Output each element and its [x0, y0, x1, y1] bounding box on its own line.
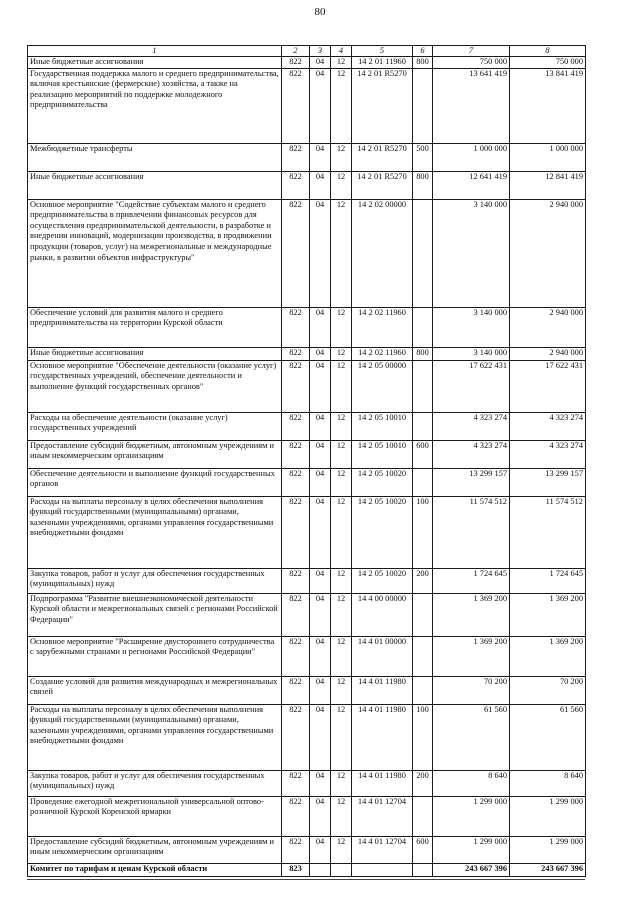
row-value-cell: 12 — [331, 199, 352, 307]
row-value-cell: 14 4 00 00000 — [352, 593, 413, 636]
row-value-cell: 822 — [282, 412, 310, 440]
row-name-cell: Подпрограмма "Развитие внешнеэкономической деятельности Курской области и межрегиональных связей с регионами Российской Федерации" — [28, 593, 282, 636]
row-value-cell: 17 622 431 — [510, 360, 586, 412]
row-value-cell: 1 299 000 — [510, 836, 586, 863]
row-value-cell: 12 — [331, 770, 352, 796]
table-row — [28, 68, 586, 143]
row-value-cell: 04 — [310, 360, 331, 412]
row-value-cell: 4 323 274 — [510, 440, 586, 468]
page-number: 80 — [314, 6, 326, 18]
table-row — [28, 171, 586, 199]
row-value-cell: 04 — [310, 836, 331, 863]
column-header: 4 — [331, 46, 352, 57]
row-value-cell — [413, 676, 433, 704]
table-row — [28, 863, 586, 876]
row-value-cell: 822 — [282, 593, 310, 636]
bottom-rule — [27, 879, 585, 880]
column-header: 1 — [28, 46, 282, 57]
row-value-cell: 61 560 — [433, 704, 510, 770]
row-value-cell: 1 724 645 — [510, 568, 586, 593]
row-value-cell: 14 2 02 11960 — [352, 307, 413, 347]
row-value-cell: 12 — [331, 468, 352, 496]
row-value-cell: 600 — [413, 836, 433, 863]
row-value-cell: 12 — [331, 307, 352, 347]
row-value-cell: 04 — [310, 496, 331, 568]
row-value-cell: 12 — [331, 496, 352, 568]
row-value-cell: 750 000 — [510, 57, 586, 69]
row-value-cell — [352, 863, 413, 876]
row-value-cell — [413, 636, 433, 676]
row-value-cell: 12 — [331, 593, 352, 636]
row-value-cell: 12 — [331, 440, 352, 468]
row-value-cell: 04 — [310, 347, 331, 360]
row-name-cell: Комитет по тарифам и ценам Курской области — [28, 863, 282, 876]
row-value-cell: 822 — [282, 636, 310, 676]
row-value-cell: 04 — [310, 704, 331, 770]
row-value-cell: 822 — [282, 440, 310, 468]
row-value-cell: 1 299 000 — [510, 796, 586, 836]
table-row — [28, 796, 586, 836]
row-value-cell: 04 — [310, 568, 331, 593]
table-row — [28, 593, 586, 636]
row-value-cell: 1 299 000 — [433, 796, 510, 836]
row-value-cell: 12 — [331, 676, 352, 704]
row-value-cell — [413, 468, 433, 496]
column-header: 3 — [310, 46, 331, 57]
row-name-cell: Государственная поддержка малого и среднего предпринимательства, включая крестьянские (фермерские) хозяйства, а также на реализацию мероприятий по поддержке молодежного предпринимательства — [28, 68, 282, 143]
column-header: 7 — [433, 46, 510, 57]
row-value-cell: 14 2 01 R5270 — [352, 143, 413, 171]
row-value-cell: 04 — [310, 468, 331, 496]
row-name-cell: Расходы на выплаты персоналу в целях обеспечения выполнения функций государственными (муниципальными) органами, казенными учреждениями, органами управления государственными внебюджетными фондами — [28, 704, 282, 770]
row-value-cell: 04 — [310, 593, 331, 636]
row-value-cell: 823 — [282, 863, 310, 876]
row-name-cell: Предоставление субсидий бюджетным, автономным учреждениям и иным некоммерческим организациям — [28, 836, 282, 863]
row-value-cell: 12 — [331, 143, 352, 171]
row-value-cell: 100 — [413, 496, 433, 568]
row-name-cell: Расходы на обеспечение деятельности (оказание услуг) государственных учреждений — [28, 412, 282, 440]
row-value-cell: 14 2 05 10020 — [352, 568, 413, 593]
row-value-cell: 14 2 01 R5270 — [352, 68, 413, 143]
row-value-cell: 2 940 000 — [510, 307, 586, 347]
table-row — [28, 836, 586, 863]
row-value-cell: 14 2 02 11960 — [352, 347, 413, 360]
row-value-cell: 14 2 05 10020 — [352, 468, 413, 496]
row-value-cell — [413, 360, 433, 412]
row-value-cell: 4 323 274 — [510, 412, 586, 440]
table-row — [28, 496, 586, 568]
row-value-cell: 14 4 01 11980 — [352, 676, 413, 704]
row-value-cell: 822 — [282, 468, 310, 496]
row-value-cell: 61 560 — [510, 704, 586, 770]
row-value-cell: 04 — [310, 440, 331, 468]
row-value-cell: 1 369 200 — [433, 593, 510, 636]
row-value-cell: 14 4 01 11980 — [352, 704, 413, 770]
table-row — [28, 143, 586, 171]
row-value-cell: 12 — [331, 57, 352, 69]
row-value-cell: 822 — [282, 57, 310, 69]
row-value-cell — [413, 412, 433, 440]
row-value-cell: 8 640 — [510, 770, 586, 796]
row-value-cell: 800 — [413, 171, 433, 199]
table-row — [28, 704, 586, 770]
column-header: 5 — [352, 46, 413, 57]
row-value-cell: 04 — [310, 57, 331, 69]
row-value-cell: 04 — [310, 143, 331, 171]
row-value-cell: 12 — [331, 171, 352, 199]
column-header: 8 — [510, 46, 586, 57]
row-value-cell: 11 574 512 — [433, 496, 510, 568]
table-row — [28, 468, 586, 496]
table-row — [28, 199, 586, 307]
row-name-cell: Иные бюджетные ассигнования — [28, 347, 282, 360]
row-value-cell: 3 140 000 — [433, 307, 510, 347]
table-row — [28, 57, 586, 69]
row-value-cell: 1 299 000 — [433, 836, 510, 863]
row-value-cell: 14 4 01 12704 — [352, 836, 413, 863]
row-value-cell — [413, 199, 433, 307]
row-value-cell: 04 — [310, 796, 331, 836]
row-value-cell: 13 641 419 — [433, 68, 510, 143]
row-value-cell: 822 — [282, 676, 310, 704]
row-value-cell: 04 — [310, 676, 331, 704]
row-value-cell: 1 369 200 — [433, 636, 510, 676]
row-name-cell: Создание условий для развития международных и межрегиональных связей — [28, 676, 282, 704]
row-value-cell: 822 — [282, 199, 310, 307]
row-value-cell: 04 — [310, 199, 331, 307]
row-value-cell: 3 140 000 — [433, 199, 510, 307]
row-value-cell: 14 2 01 R5270 — [352, 171, 413, 199]
row-value-cell — [413, 593, 433, 636]
column-header: 2 — [282, 46, 310, 57]
row-value-cell: 822 — [282, 360, 310, 412]
row-value-cell: 14 2 05 10020 — [352, 496, 413, 568]
row-name-cell: Основное мероприятие "Содействие субъектам малого и среднего предпринимательства в привлечении финансовых ресурсов для осуществления предпринимательской деятельности, в разработке и внедрении инноваций, модернизации производства, в продвижении продукции (товаров, услуг) на межрегиональные и международные рынки, в развитии объектов инфраструктуры" — [28, 199, 282, 307]
row-name-cell: Иные бюджетные ассигнования — [28, 171, 282, 199]
row-value-cell: 2 940 000 — [510, 199, 586, 307]
row-value-cell: 3 140 000 — [433, 347, 510, 360]
row-value-cell — [413, 863, 433, 876]
row-value-cell — [331, 863, 352, 876]
row-name-cell: Основное мероприятие "Расширение двустороннего сотрудничества с зарубежными странами и регионами Российской Федерации" — [28, 636, 282, 676]
row-value-cell: 12 — [331, 836, 352, 863]
row-value-cell: 14 2 01 11960 — [352, 57, 413, 69]
table-row — [28, 347, 586, 360]
row-value-cell: 822 — [282, 307, 310, 347]
row-value-cell: 17 622 431 — [433, 360, 510, 412]
table-row — [28, 307, 586, 347]
row-value-cell: 822 — [282, 171, 310, 199]
row-name-cell: Обеспечение деятельности и выполнение функций государственных органов — [28, 468, 282, 496]
row-value-cell: 04 — [310, 171, 331, 199]
budget-table — [27, 45, 586, 877]
row-value-cell: 1 369 200 — [510, 636, 586, 676]
row-value-cell: 04 — [310, 68, 331, 143]
row-value-cell: 04 — [310, 307, 331, 347]
row-value-cell: 12 — [331, 360, 352, 412]
row-name-cell: Межбюджетные трансферты — [28, 143, 282, 171]
row-value-cell: 822 — [282, 704, 310, 770]
column-number-row — [28, 46, 586, 57]
row-value-cell: 822 — [282, 496, 310, 568]
row-value-cell: 243 667 396 — [510, 863, 586, 876]
row-value-cell — [413, 68, 433, 143]
row-value-cell — [310, 863, 331, 876]
table-row — [28, 676, 586, 704]
row-value-cell: 822 — [282, 68, 310, 143]
column-header: 6 — [413, 46, 433, 57]
row-name-cell: Закупка товаров, работ и услуг для обеспечения государственных (муниципальных) нужд — [28, 770, 282, 796]
row-value-cell: 822 — [282, 347, 310, 360]
row-name-cell: Проведение ежегодной межрегиональной универсальной оптово-розничной Курской Коренской ярмарки — [28, 796, 282, 836]
table-row — [28, 770, 586, 796]
row-value-cell: 12 — [331, 412, 352, 440]
row-value-cell: 12 841 419 — [510, 171, 586, 199]
row-name-cell: Иные бюджетные ассигнования — [28, 57, 282, 69]
row-value-cell: 70 200 — [433, 676, 510, 704]
row-value-cell: 800 — [413, 57, 433, 69]
table-row — [28, 636, 586, 676]
row-value-cell: 14 4 01 12704 — [352, 796, 413, 836]
row-value-cell: 800 — [413, 347, 433, 360]
row-value-cell: 8 640 — [433, 770, 510, 796]
row-value-cell: 04 — [310, 770, 331, 796]
row-value-cell: 822 — [282, 770, 310, 796]
row-value-cell: 100 — [413, 704, 433, 770]
row-value-cell: 600 — [413, 440, 433, 468]
row-value-cell: 500 — [413, 143, 433, 171]
row-value-cell: 822 — [282, 568, 310, 593]
row-value-cell: 12 — [331, 347, 352, 360]
row-value-cell: 14 2 05 10010 — [352, 412, 413, 440]
row-value-cell: 13 299 157 — [510, 468, 586, 496]
row-value-cell: 243 667 396 — [433, 863, 510, 876]
table-row — [28, 412, 586, 440]
row-value-cell: 200 — [413, 568, 433, 593]
row-value-cell: 12 — [331, 704, 352, 770]
row-value-cell: 04 — [310, 412, 331, 440]
row-value-cell: 2 940 000 — [510, 347, 586, 360]
row-value-cell: 750 000 — [433, 57, 510, 69]
row-value-cell: 14 2 02 00000 — [352, 199, 413, 307]
row-value-cell: 13 841 419 — [510, 68, 586, 143]
row-value-cell: 1 000 000 — [433, 143, 510, 171]
row-value-cell: 12 — [331, 636, 352, 676]
row-value-cell: 14 4 01 00000 — [352, 636, 413, 676]
row-value-cell: 14 4 01 11980 — [352, 770, 413, 796]
table-row — [28, 568, 586, 593]
row-value-cell — [413, 307, 433, 347]
row-value-cell: 14 2 05 00000 — [352, 360, 413, 412]
row-value-cell: 13 299 157 — [433, 468, 510, 496]
row-value-cell: 822 — [282, 836, 310, 863]
row-value-cell: 822 — [282, 796, 310, 836]
table-row — [28, 440, 586, 468]
row-value-cell: 14 2 05 10010 — [352, 440, 413, 468]
row-name-cell: Основное мероприятие "Обеспечение деятельности (оказание услуг) государственных учреждений, обеспечение деятельности и выполнение функций государственных органов" — [28, 360, 282, 412]
row-value-cell: 12 641 419 — [433, 171, 510, 199]
row-name-cell: Расходы на выплаты персоналу в целях обеспечения выполнения функций государственными (муниципальными) органами, казенными учреждениями, органами управления государственными внебюджетными фондами — [28, 496, 282, 568]
row-value-cell: 04 — [310, 636, 331, 676]
row-name-cell: Предоставление субсидий бюджетным, автономным учреждениям и иным некоммерческим организациям — [28, 440, 282, 468]
row-value-cell: 1 724 645 — [433, 568, 510, 593]
table-row — [28, 360, 586, 412]
row-value-cell — [413, 796, 433, 836]
row-value-cell: 1 000 000 — [510, 143, 586, 171]
row-value-cell: 822 — [282, 143, 310, 171]
row-value-cell: 4 323 274 — [433, 412, 510, 440]
row-value-cell: 12 — [331, 796, 352, 836]
row-name-cell: Обеспечение условий для развития малого и среднего предпринимательства на территории Курской области — [28, 307, 282, 347]
row-value-cell: 70 200 — [510, 676, 586, 704]
row-value-cell: 4 323 274 — [433, 440, 510, 468]
row-value-cell: 200 — [413, 770, 433, 796]
row-value-cell: 11 574 512 — [510, 496, 586, 568]
row-name-cell: Закупка товаров, работ и услуг для обеспечения государственных (муниципальных) нужд — [28, 568, 282, 593]
row-value-cell: 12 — [331, 568, 352, 593]
row-value-cell: 1 369 200 — [510, 593, 586, 636]
row-value-cell: 12 — [331, 68, 352, 143]
